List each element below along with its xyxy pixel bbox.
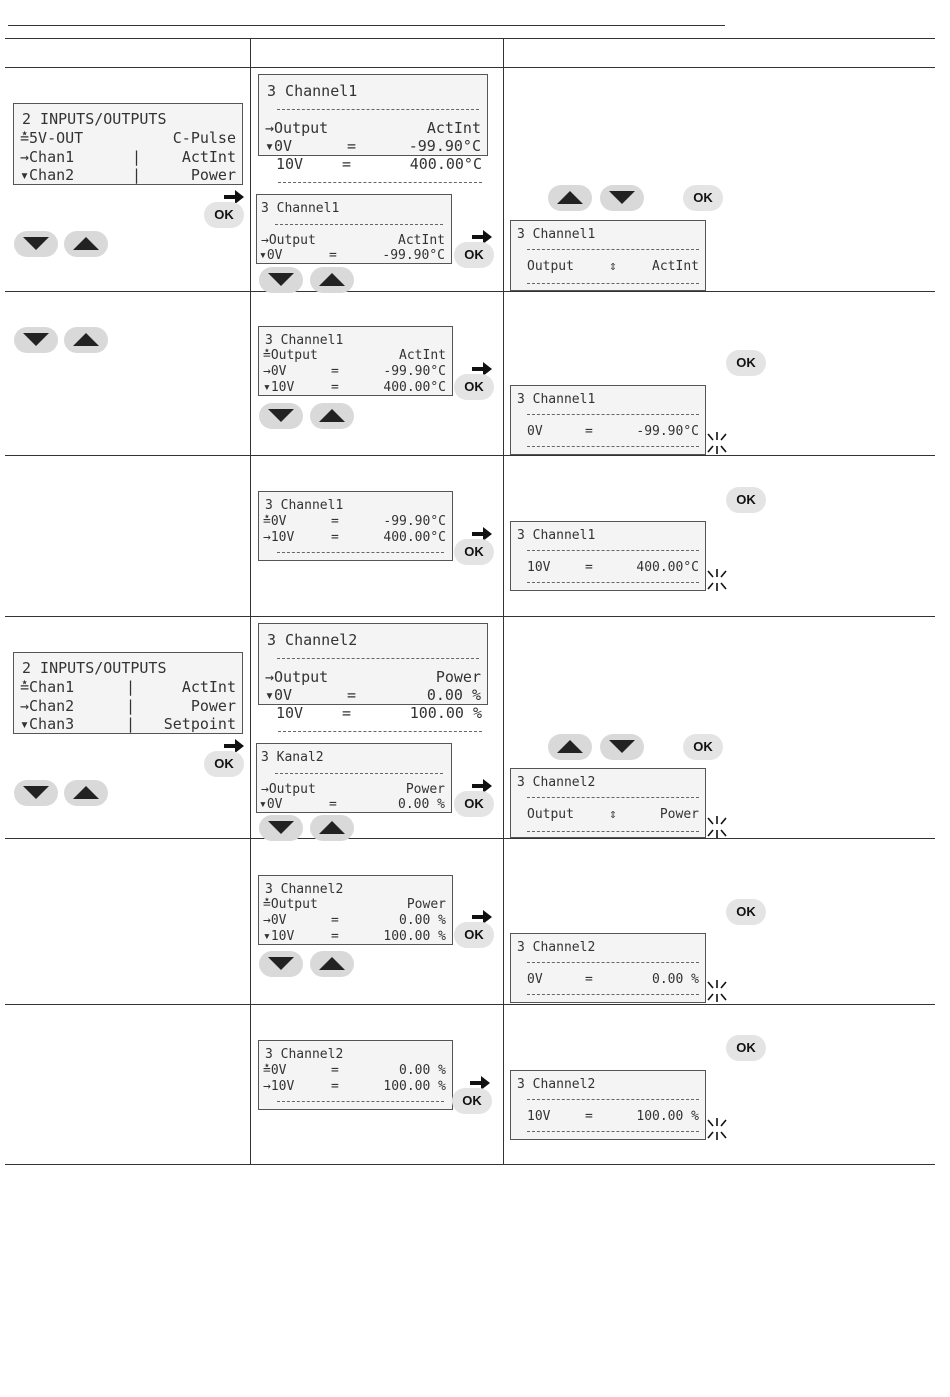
lcd-edit-display <box>510 385 706 455</box>
blinking-indicator-icon <box>704 567 730 593</box>
down-button[interactable] <box>600 734 644 760</box>
row-label: ≛Output <box>263 348 318 363</box>
up-arrow-icon <box>557 191 583 205</box>
lcd-edit-display <box>510 220 706 291</box>
lcd-channel-display <box>258 326 453 396</box>
menu-item-label: 5V-OUT <box>29 129 84 147</box>
output-label: →Output <box>265 668 329 686</box>
blinking-indicator-icon <box>704 430 730 456</box>
lcd-title: 3 Kanal2 <box>261 750 324 765</box>
down-button[interactable] <box>14 231 58 257</box>
lcd-channel-display <box>258 74 488 156</box>
separator: | <box>132 148 142 166</box>
row-rule <box>5 455 935 456</box>
row-rule <box>5 1004 935 1005</box>
row-label: 10V <box>527 1109 551 1124</box>
lcd-overflow-row <box>276 155 482 173</box>
row-label: →0V <box>263 364 287 379</box>
lcd-channel-display <box>258 1040 453 1110</box>
scroll-up-marker: ≛ <box>20 129 30 147</box>
menu-item-value: C-Pulse <box>172 129 236 147</box>
lcd-title: 3 Channel1 <box>517 528 596 543</box>
lcd-title: 3 Channel1 <box>265 333 344 348</box>
column-rule <box>250 38 251 1164</box>
separator: | <box>126 715 136 733</box>
menu-item-value: Power <box>190 697 236 715</box>
row-value: -99.90°C <box>636 424 699 439</box>
up-button[interactable] <box>548 734 592 760</box>
column-rule <box>503 38 504 1164</box>
separator: | <box>132 166 142 184</box>
equals-sign: = <box>585 972 593 987</box>
lcd-title: 2 INPUTS/OUTPUTS <box>22 659 167 677</box>
up-button[interactable] <box>64 327 108 353</box>
lcd-title: 3 Channel1 <box>261 201 340 216</box>
row-label: →0V <box>263 913 287 928</box>
row-label: ▾10V <box>263 929 295 944</box>
ok-button[interactable]: OK <box>726 350 766 376</box>
table-top-rule <box>5 38 935 39</box>
down-button[interactable] <box>259 403 303 429</box>
row-value: 400.00°C <box>383 380 446 395</box>
lcd-overflow-dash <box>278 182 482 184</box>
row-value: 100.00 % <box>383 929 446 944</box>
output-value: ActInt <box>426 119 481 137</box>
up-arrow-icon <box>319 957 345 971</box>
equals-sign: = <box>585 1109 593 1124</box>
down-button[interactable] <box>600 185 644 211</box>
ok-button[interactable]: OK <box>454 374 494 400</box>
lcd-title: 3 Channel1 <box>517 227 596 242</box>
row-label: ▾0V <box>265 137 293 155</box>
lcd-title: 3 Channel2 <box>267 631 358 649</box>
separator: | <box>126 697 136 715</box>
cursor-marker: → <box>20 148 30 166</box>
menu-item-value: ActInt <box>181 148 236 166</box>
lcd-title: 3 Channel2 <box>517 940 596 955</box>
blinking-indicator-icon <box>704 978 730 1004</box>
equals-sign: = <box>347 686 357 704</box>
row-value: -99.90°C <box>383 364 446 379</box>
equals-sign: = <box>331 380 339 395</box>
lcd-title: 3 Channel2 <box>517 1077 596 1092</box>
scroll-down-marker: ▾ <box>20 715 30 733</box>
down-arrow-icon <box>268 821 294 835</box>
menu-item-value: Setpoint <box>163 715 236 733</box>
down-arrow-icon <box>23 333 49 347</box>
up-arrow-icon <box>319 409 345 423</box>
equals-sign: = <box>331 530 339 545</box>
lcd-edit-display <box>510 768 706 838</box>
separator: | <box>126 678 136 696</box>
down-button[interactable] <box>14 327 58 353</box>
down-button[interactable] <box>259 951 303 977</box>
equals-sign: = <box>347 137 357 155</box>
ok-button[interactable]: OK <box>454 922 494 948</box>
down-button[interactable] <box>259 815 303 841</box>
output-label: →Output <box>261 782 316 797</box>
output-value: ActInt <box>652 259 699 274</box>
menu-item-label: Chan1 <box>29 678 75 696</box>
row-label: 10V <box>276 155 304 173</box>
lcd-edit-display <box>510 521 706 591</box>
ok-button[interactable]: OK <box>726 487 766 513</box>
ok-button[interactable]: OK <box>454 539 494 565</box>
up-button[interactable] <box>310 951 354 977</box>
table-header-rule <box>5 67 935 68</box>
down-arrow-icon <box>268 409 294 423</box>
down-arrow-icon <box>23 786 49 800</box>
row-value: 100.00 % <box>636 1109 699 1124</box>
menu-item-label: Chan3 <box>29 715 75 733</box>
lcd-title: 3 Channel2 <box>265 882 344 897</box>
row-value: -99.90°C <box>383 514 446 529</box>
row-value: 400.00°C <box>383 530 446 545</box>
row-label: ≛0V <box>263 1063 287 1078</box>
lcd-edit-display <box>510 933 706 1003</box>
lcd-menu-display <box>13 652 243 734</box>
lcd-channel-display <box>256 743 452 813</box>
up-down-icon: ⇕ <box>609 259 617 274</box>
up-arrow-icon <box>73 237 99 251</box>
row-label: 10V <box>527 560 551 575</box>
row-value: -99.90°C <box>408 137 481 155</box>
row-value: 0.00 % <box>426 686 481 704</box>
row-value: 100.00 % <box>383 1079 446 1094</box>
lcd-overflow-dash <box>278 731 482 733</box>
row-value: -99.90°C <box>382 248 445 263</box>
ok-button[interactable]: OK <box>204 202 244 228</box>
equals-sign: = <box>331 364 339 379</box>
lcd-edit-display <box>510 1070 706 1140</box>
up-arrow-icon <box>319 821 345 835</box>
lcd-channel-display <box>256 194 452 264</box>
up-down-icon: ⇕ <box>609 807 617 822</box>
equals-sign: = <box>329 248 337 263</box>
blinking-indicator-icon <box>704 1116 730 1142</box>
row-label: ▾10V <box>263 380 295 395</box>
ok-button[interactable]: OK <box>454 242 494 268</box>
equals-sign: = <box>331 913 339 928</box>
lcd-channel-display <box>258 875 453 945</box>
up-arrow-icon <box>557 740 583 754</box>
row-label: ≛Output <box>263 897 318 912</box>
output-label: →Output <box>261 233 316 248</box>
equals-sign: = <box>342 155 352 173</box>
output-value: Power <box>405 782 445 797</box>
row-value: 0.00 % <box>399 913 446 928</box>
down-arrow-icon <box>268 273 294 287</box>
lcd-title: 3 Channel2 <box>265 1047 344 1062</box>
lcd-title: 2 INPUTS/OUTPUTS <box>22 110 167 128</box>
equals-sign: = <box>585 560 593 575</box>
row-label: →10V <box>263 1079 295 1094</box>
equals-sign: = <box>331 514 339 529</box>
row-value: 400.00°C <box>409 155 482 173</box>
down-arrow-icon <box>609 191 635 205</box>
row-value: ActInt <box>399 348 446 363</box>
menu-item-value: ActInt <box>181 678 236 696</box>
row-label: ▾0V <box>265 686 293 704</box>
menu-item-label: Chan2 <box>29 166 75 184</box>
row-label: 10V <box>276 704 304 722</box>
row-value: 100.00 % <box>409 704 482 722</box>
up-button[interactable] <box>310 403 354 429</box>
row-label: 0V <box>527 972 543 987</box>
lcd-overflow-row <box>276 704 482 722</box>
ok-button[interactable]: OK <box>726 899 766 925</box>
ok-button[interactable]: OK <box>683 734 723 760</box>
row-rule <box>5 291 935 292</box>
row-value: 0.00 % <box>399 1063 446 1078</box>
cursor-marker: → <box>20 697 30 715</box>
lcd-menu-display <box>13 103 243 185</box>
lcd-channel-display <box>258 623 488 705</box>
ok-button[interactable]: OK <box>452 1088 492 1114</box>
menu-item-label: Chan1 <box>29 148 75 166</box>
up-button[interactable] <box>310 267 354 293</box>
up-arrow-icon <box>73 786 99 800</box>
up-arrow-icon <box>73 333 99 347</box>
up-button[interactable] <box>64 780 108 806</box>
output-value: Power <box>659 807 699 822</box>
output-value: ActInt <box>398 233 445 248</box>
up-button[interactable] <box>310 815 354 841</box>
output-label: →Output <box>265 119 329 137</box>
equals-sign: = <box>331 929 339 944</box>
menu-item-value: Power <box>190 166 236 184</box>
row-label: ▾0V <box>259 797 283 812</box>
lcd-channel-display <box>258 491 453 561</box>
blinking-indicator-icon <box>704 814 730 840</box>
equals-sign: = <box>329 797 337 812</box>
up-arrow-icon <box>319 273 345 287</box>
row-rule <box>5 616 935 617</box>
row-rule <box>5 838 935 839</box>
equals-sign: = <box>331 1063 339 1078</box>
row-value: 0.00 % <box>652 972 699 987</box>
down-button[interactable] <box>259 267 303 293</box>
output-label: Output <box>527 807 574 822</box>
equals-sign: = <box>331 1079 339 1094</box>
down-arrow-icon <box>23 237 49 251</box>
lcd-title: 3 Channel1 <box>265 498 344 513</box>
ok-button[interactable]: OK <box>726 1035 766 1061</box>
down-arrow-icon <box>268 957 294 971</box>
lcd-title: 3 Channel1 <box>517 392 596 407</box>
up-button[interactable] <box>64 231 108 257</box>
header-rule <box>8 25 725 26</box>
lcd-title: 3 Channel1 <box>267 82 358 100</box>
menu-item-label: Chan2 <box>29 697 75 715</box>
row-label: 0V <box>527 424 543 439</box>
table-bottom-rule <box>5 1164 935 1165</box>
row-value: Power <box>406 897 446 912</box>
row-value: 0.00 % <box>398 797 445 812</box>
equals-sign: = <box>585 424 593 439</box>
lcd-title: 3 Channel2 <box>517 775 596 790</box>
output-value: Power <box>435 668 481 686</box>
row-label: ▾0V <box>259 248 283 263</box>
row-label: →10V <box>263 530 295 545</box>
output-label: Output <box>527 259 574 274</box>
scroll-up-marker: ≛ <box>20 678 30 696</box>
ok-button[interactable]: OK <box>683 185 723 211</box>
scroll-down-marker: ▾ <box>20 166 30 184</box>
up-button[interactable] <box>548 185 592 211</box>
ok-button[interactable]: OK <box>204 751 244 777</box>
ok-button[interactable]: OK <box>454 791 494 817</box>
row-value: 400.00°C <box>636 560 699 575</box>
row-label: ≛0V <box>263 514 287 529</box>
equals-sign: = <box>342 704 352 722</box>
down-button[interactable] <box>14 780 58 806</box>
down-arrow-icon <box>609 740 635 754</box>
